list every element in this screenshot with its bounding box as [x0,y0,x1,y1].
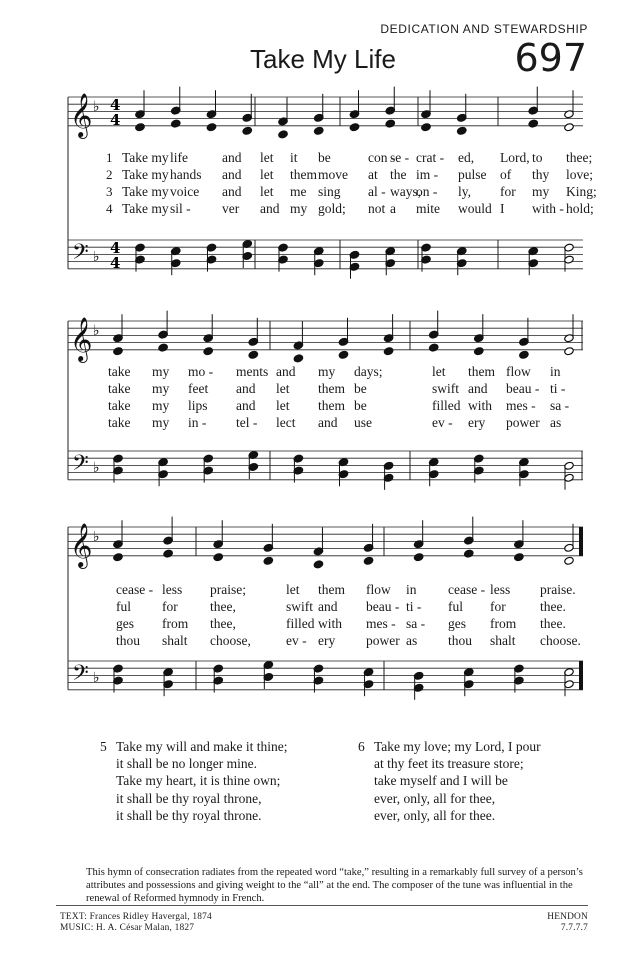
half-note [564,123,574,132]
stanza-line: take myself and I will be [374,773,508,789]
lyric-syllable: thee; [566,150,593,165]
treble-clef: 𝄞 [70,317,93,361]
lyric-syllable: my [152,381,170,396]
hymn-number: 697 [514,36,587,80]
lyric-syllable: move [318,167,348,182]
stanza-line: Take my love; my Lord, I pour [374,739,541,754]
lyric-syllable: cease - [448,582,486,597]
lyric-syllable: and [222,167,242,182]
lyric-syllable: ges [116,616,134,631]
lyric-syllable: mite [416,201,440,216]
quarter-note [163,549,173,558]
quarter-note [349,123,359,132]
lyric-syllable: Take my [122,184,169,199]
lyric-syllable: praise; [210,582,246,597]
meter: 7.7.7.7 [560,923,588,933]
lyric-syllable: my [318,364,336,379]
lyric-syllable: se - [390,150,410,165]
lyric-syllable: and [276,364,296,379]
stanza-line: ever, only, all for thee, [374,790,496,806]
lyric-syllable: power [366,633,400,648]
stanza-5-number: 5 [100,739,107,754]
lyric-syllable: ful [116,599,131,614]
bass-clef: 𝄢 [72,451,89,481]
tune-info [547,912,588,934]
lyric-syllable: my [532,184,550,199]
lyric-syllable: be [354,381,367,396]
quarter-note [514,553,524,562]
lyric-syllable: thou [116,633,141,648]
quarter-note [242,126,252,135]
lyric-syllable: let [432,364,446,379]
tune-name: HENDON [547,912,588,922]
lyric-syllable: ev - [286,633,307,648]
bass-clef: 𝄢 [72,240,89,270]
quarter-note [314,126,324,135]
quarter-note [383,347,393,356]
quarter-note [338,350,348,359]
lyric-syllable: take [108,381,131,396]
lyric-syllable: ery [318,633,336,648]
quarter-note [385,119,395,128]
lyric-syllable: sa - [550,398,570,413]
lyric-syllable: ver [222,201,240,216]
stanza-line: it shall be thy royal throne. [116,807,262,823]
stanza-line: Take my will and make it thine; [116,739,288,754]
lyric-syllable: be [318,150,331,165]
lyric-syllable: a [390,201,396,216]
lyric-syllable: mo - [188,364,214,379]
quarter-note [519,350,529,359]
lyric-syllable: sa - [406,616,426,631]
quarter-note [213,553,223,562]
stanza-line: it shall be no longer mine. [116,756,257,772]
lyric-syllable: the [390,167,407,182]
hymn-title: Take My Life [250,44,396,74]
lyric-syllable: my [290,201,308,216]
lyric-syllable: tel - [236,415,258,430]
flat-sign: ♭ [93,529,100,545]
quarter-note [113,347,123,356]
verse-number: 1 [106,150,113,165]
lyric-syllable: and [236,398,256,413]
quarter-note [363,556,373,565]
lyric-syllable: let [276,381,290,396]
lyric-syllable: crat - [416,150,445,165]
lyric-syllable: from [162,616,189,631]
lyric-syllable: love; [566,167,593,182]
lyric-syllable: gold; [318,201,346,216]
lyric-syllable: of [500,167,512,182]
lyric-syllable: from [490,616,517,631]
lyric-syllable: I [500,201,505,216]
hymn-note: This hymn of consecration radiates from the repeated word “take,” resulting in a remarkably full survey of a person’s attributes and possessions and giving weight to the “all” at the end. The composer of the tune was influential in the renewal of Reformed hymnody in French. [86,867,583,904]
flat-sign: ♭ [93,249,100,265]
lyric-syllable: life [170,150,188,165]
lyric-syllable: mes - [366,616,396,631]
treble-clef: 𝄞 [70,93,93,137]
lyric-syllable: ery [468,415,486,430]
quarter-note [457,126,467,135]
lyric-syllable: my [152,415,170,430]
lyric-syllable: ges [448,616,466,631]
lyric-syllable: feet [188,381,209,396]
quarter-note [464,549,474,558]
half-note [564,556,574,565]
lyric-syllable: me [290,184,307,199]
quarter-note [278,130,288,139]
lyric-syllable: ments [236,364,269,379]
lyric-syllable: at [368,167,378,182]
lyric-syllable: them [318,381,345,396]
lyric-syllable: as [550,415,562,430]
lyric-syllable: and [318,599,338,614]
lyric-syllable: con - [368,150,396,165]
quarter-note [113,553,123,562]
lyric-syllable: voice [170,184,200,199]
lyric-syllable: thou [448,633,473,648]
lyric-syllable: ed, [458,150,475,165]
final-barline [579,527,583,556]
quarter-note [413,553,423,562]
lyric-syllable: not [368,201,386,216]
lyric-syllable: hold; [566,201,594,216]
lyric-syllable: take [108,415,131,430]
quarter-note [263,556,273,565]
lyric-syllable: in - [188,415,207,430]
quarter-note [528,119,538,128]
quarter-note [428,343,438,352]
lyric-syllable: swift [286,599,313,614]
stanza-6-number: 6 [358,739,365,754]
lyric-syllable: let [260,150,274,165]
lyric-syllable: King; [566,184,597,199]
verse-number: 3 [106,184,113,199]
lyric-syllable: let [260,184,274,199]
lyric-syllable: and [236,381,256,396]
treble-clef: 𝄞 [70,523,93,567]
flat-sign: ♭ [93,460,100,476]
music-credit: MUSIC: H. A. César Malan, 1827 [60,923,195,933]
lyric-syllable: less [162,582,183,597]
lyric-syllable: for [162,599,178,614]
lyric-syllable: choose, [210,633,251,648]
time-signature-bottom: 4 [110,111,121,129]
quarter-note [203,347,213,356]
lyric-syllable: sing [318,184,341,199]
lyric-syllable: Take my [122,150,169,165]
lyric-syllable: for [500,184,516,199]
quarter-note [313,560,323,569]
lyric-syllable: ti - [550,381,566,396]
lyric-syllable: filled [286,616,315,631]
lyric-syllable: choose. [540,633,581,648]
quarter-note [474,347,484,356]
lyric-syllable: use [354,415,372,430]
stanza-6 [358,738,541,824]
bass-clef: 𝄢 [72,661,89,691]
lyric-syllable: ev - [432,415,453,430]
lyric-syllable: ly, [458,184,471,199]
stanza-line: it shall be thy royal throne, [116,790,262,806]
quarter-note [248,350,258,359]
half-note [564,347,574,356]
time-signature-top: 4 [110,96,121,114]
lyric-syllable: flow [366,582,391,597]
lyric-syllable: let [286,582,300,597]
stanza-5 [100,738,288,824]
quarter-note [135,123,145,132]
lyric-syllable: be [354,398,367,413]
quarter-note [171,119,181,128]
lyric-syllable: lect [276,415,296,430]
lyric-syllable: Take my [122,167,169,182]
credits [60,912,212,934]
lyric-syllable: im - [416,167,439,182]
lyric-syllable: al - [368,184,386,199]
lyric-syllable: days; [354,364,383,379]
lyric-syllable: thee. [540,616,566,631]
lyric-syllable: mes - [506,398,536,413]
lyric-syllable: with [318,616,343,631]
lyric-syllable: flow [506,364,531,379]
section-heading: DEDICATION AND STEWARDSHIP [380,22,588,36]
lyric-syllable: them [318,398,345,413]
lyric-syllable: for [490,599,506,614]
lyric-syllable: and [468,381,488,396]
lyric-syllable: let [276,398,290,413]
stanza-line: ever, only, all for thee. [374,807,496,823]
time-signature-top: 4 [110,239,121,257]
lyric-syllable: and [222,184,242,199]
lyric-syllable: them [468,364,495,379]
text-credit: TEXT: Frances Ridley Havergal, 1874 [60,912,212,922]
lyric-syllable: pulse [458,167,487,182]
lyric-syllable: shalt [490,633,516,648]
final-barline [579,661,583,690]
flat-sign: ♭ [93,99,100,115]
lyric-syllable: thee, [210,599,236,614]
lyric-syllable: thee. [540,599,566,614]
quarter-note [158,343,168,352]
lyric-syllable: Take my [122,201,169,216]
lyric-syllable: thee, [210,616,236,631]
lyric-syllable: hands [170,167,202,182]
stanza-line: Take my heart, it is thine own; [116,773,281,789]
flat-sign: ♭ [93,670,100,686]
lyric-syllable: and [222,150,242,165]
lyric-syllable: ti - [406,599,422,614]
lyric-syllable: let [260,167,274,182]
lyric-syllable: filled [432,398,461,413]
lyric-syllable: ways, [390,184,422,199]
lyric-syllable: my [152,398,170,413]
lyric-syllable: in [550,364,561,379]
lyric-syllable: them [290,167,317,182]
verse-number: 2 [106,167,113,182]
lyric-syllable: take [108,398,131,413]
lyric-syllable: with - [532,201,564,216]
lyric-syllable: with [468,398,493,413]
lyric-syllable: them [318,582,345,597]
lyric-syllable: and [260,201,280,216]
lyric-syllable: would [458,201,492,216]
quarter-note [421,123,431,132]
lyric-syllable: power [506,415,540,430]
lyric-syllable: shalt [162,633,188,648]
verse-number: 4 [106,201,113,216]
flat-sign: ♭ [93,323,100,339]
lyric-syllable: beau - [506,381,540,396]
lyric-syllable: my [152,364,170,379]
lyric-syllable: ful [448,599,463,614]
quarter-note [293,354,303,363]
lyric-syllable: as [406,633,418,648]
time-signature-bottom: 4 [110,254,121,272]
lyric-syllable: sil - [170,201,191,216]
lyric-syllable: to [532,150,543,165]
lyric-syllable: take [108,364,131,379]
lyric-syllable: and [318,415,338,430]
footer-divider [56,905,588,906]
lyric-syllable: praise. [540,582,576,597]
lyric-syllable: thy [532,167,550,182]
lyric-syllable: Lord, [500,150,530,165]
lyric-syllable: swift [432,381,459,396]
lyric-syllable: cease - [116,582,154,597]
lyric-syllable: beau - [366,599,400,614]
quarter-note [206,123,216,132]
lyric-syllable: in [406,582,417,597]
lyric-syllable: less [490,582,511,597]
lyric-syllable: it [290,150,298,165]
lyric-syllable: on - [416,184,438,199]
stanza-line: at thy feet its treasure store; [374,756,524,772]
lyric-syllable: lips [188,398,208,413]
